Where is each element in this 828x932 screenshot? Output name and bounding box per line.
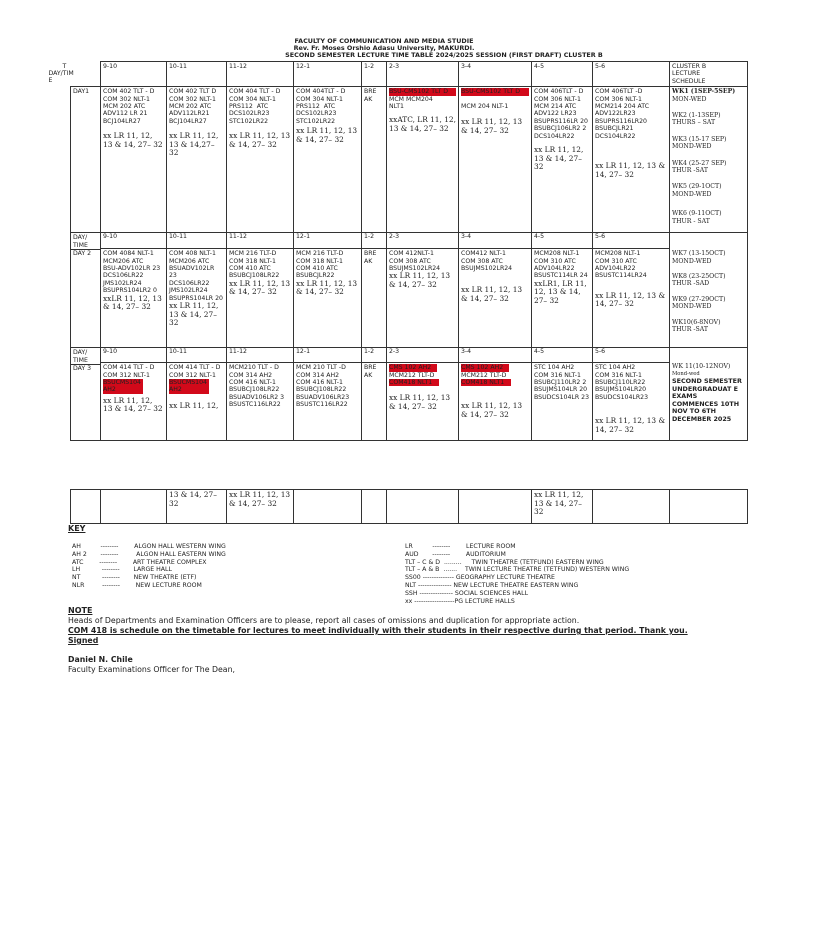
week-days: THUR -SAT: [672, 326, 708, 334]
course-list: COM 404 TLT - D COM 304 NLT-1 PRS112 ATC DCS102LR23 STC102LR22: [229, 88, 281, 125]
time-slot: 1-2: [362, 62, 387, 87]
lecture-rooms: xx LR 11, 12, 13 & 14, 27– 32: [595, 290, 666, 309]
time-slot: 12-1: [294, 348, 361, 363]
faculty-title: FACULTY OF COMMUNICATION AND MEDIA STUDIE: [294, 37, 474, 45]
empty-cell: [294, 490, 362, 524]
slot-cell: [227, 87, 294, 233]
week-schedule: [670, 87, 748, 233]
corner-daytime: DAY/TIME: [48, 69, 74, 85]
slot-cell: [227, 233, 294, 348]
week-days: MOND-WED: [672, 257, 712, 265]
course-list: MCM MCM204 NLT1: [389, 95, 433, 111]
slot-cell: [167, 233, 227, 348]
lecture-rooms: xx LR 11, 12, 13 & 14, 27– 32: [229, 278, 291, 297]
empty-cell: [459, 490, 532, 524]
slot-cell: [459, 233, 532, 348]
slot-cell: [532, 233, 593, 348]
slot-cell: [294, 233, 362, 348]
slot-cell: [532, 490, 593, 524]
lecture-rooms: xx LR 11, 12, 13 & 14, 27– 32: [389, 393, 451, 412]
empty-cell: [362, 490, 387, 524]
time-slot: 3-4: [459, 233, 531, 249]
slot-cell: [227, 348, 294, 441]
time-slot: 2-3: [387, 62, 459, 87]
lecture-rooms: xx LR 11, 12, 13 & 14, 27– 32: [103, 395, 163, 414]
week-item: WK10(6-8NOV): [672, 318, 721, 326]
lecture-rooms: xx LR 11, 12, 13 & 14, 27– 32: [229, 131, 291, 149]
note-line: Heads of Departments and Examination Officers are to please, report all cases of omissions and duplication for appropriate action.: [68, 616, 580, 625]
highlighted-course: BSU-CMS102 TLT D: [389, 88, 456, 95]
lecture-rooms: xx LR 11, 12, 13 & 14, 27– 32: [229, 490, 291, 508]
key-title: KEY: [68, 524, 86, 533]
lecture-rooms: xx LR 11, 12, 13 & 14, 27– 32: [461, 117, 523, 135]
slot-cell: [459, 348, 532, 441]
highlighted-course: BSUCMS104 AH2: [169, 379, 207, 394]
day-label: DAY 2: [71, 249, 100, 257]
empty-cell: [71, 490, 101, 524]
course-list: MCM212 TLT-D: [389, 371, 435, 379]
time-slot: 3-4: [459, 62, 532, 87]
highlighted-course: BSUCMS104 AH2: [103, 379, 141, 394]
signed-label: Signed: [68, 636, 99, 645]
empty-cell: [101, 490, 167, 524]
course-list: MCM 216 TLT-D COM 318 NLT-1 COM 410 ATC BSUBCJ108LR22: [229, 250, 280, 280]
break-cell: [362, 348, 387, 441]
highlighted-course: CMS 102 AH2: [461, 364, 509, 371]
course-list: STC 104 AH2 COM 316 NLT-1 BSUBCJ110LR2 2 BSUJMS104LR 20 BSUDCS104LR 23: [534, 364, 590, 401]
course-list: COM 406TLT - D COM 306 NLT-1 MCM 214 ATC ADV122 LR23 BSUPRS116LR 20 BSUBCJ106LR2 2 DCS104LR22: [534, 88, 588, 140]
week-schedule: [670, 348, 748, 441]
week-days: MON-WED: [672, 95, 707, 103]
lecture-rooms: xx LR 11, 12, 13 & 14, 27– 32: [296, 126, 358, 144]
time-slot: 4-5: [532, 348, 592, 363]
week-days: MOND-WED: [672, 303, 712, 311]
slot-cell: [593, 348, 670, 441]
course-list: COM 406TLT -D COM 306 NLT-1 MCM214 204 ATC ADV122LR23 BSUPRS116LR20 BSUBCJLR21 DCS104LR22: [595, 88, 650, 140]
slot-cell: [227, 490, 294, 524]
week-item: WK1 (1SEP-5SEP): [672, 88, 736, 96]
day1-row: [71, 87, 748, 233]
lecture-rooms: 13 & 14, 27– 32: [169, 490, 217, 508]
time-slot: 2-3: [387, 233, 458, 249]
slot-cell: [387, 348, 459, 441]
week-item: WK6 (9-11OCT): [672, 210, 722, 218]
day2-row: [71, 233, 748, 348]
slot-cell: [167, 348, 227, 441]
break-label: BRE AK: [364, 364, 377, 379]
day-time-label: DAY/ TIME: [73, 349, 88, 364]
course-list: MCM210 TLT - D COM 314 AH2 COM 416 NLT-1 BSUBCJ108LR22 BSUADV106LR2 3 BSUSTC116LR22: [229, 364, 285, 409]
course-list: COM 414 TLT - D COM 312 NLT-1: [169, 364, 221, 379]
time-slot: 4-5: [532, 62, 593, 87]
timetable-title: SECOND SEMESTER LECTURE TIME TABLE 2024/2025 SESSION (FIRST DRAFT) CLUSTER B: [285, 51, 603, 59]
slot-cell: [593, 233, 670, 348]
course-list: COM 402 TLT D COM 302 NLT-1 MCM 202 ATC ADV112LR21 BCJ104LR27: [169, 88, 217, 125]
empty-cell: [387, 490, 459, 524]
slot-cell: [387, 87, 459, 233]
course-list: COM 414 TLT - D COM 312 NLT-1: [103, 364, 155, 379]
time-slot: 1-2: [362, 348, 386, 363]
day3-row: [71, 348, 748, 441]
signatory-name: Daniel N. Chile: [68, 655, 133, 664]
week-days: THURS – SAT: [672, 119, 716, 127]
course-list: MCM208 NLT-1 COM 310 ATC ADV104LR22 BSUSTC114LR 24: [534, 250, 588, 280]
slot-cell: [532, 87, 593, 233]
corner-t: T: [62, 62, 67, 70]
highlighted-course: BSU-CMS102 TLT D: [461, 88, 529, 95]
week-days: THUR -SAD: [672, 280, 710, 288]
break-cell: [362, 233, 387, 348]
lecture-rooms: xxLR 11, 12, 13 & 14, 27– 32: [103, 293, 162, 312]
lecture-rooms: xx LR 11, 12,: [169, 400, 219, 410]
day-label: DAY 3: [71, 364, 100, 372]
course-list: COM 402 TLT - D COM 302 NLT-1 MCM 202 ATC ADV112 LR 21 BCJ104LR27: [103, 88, 155, 125]
note-line-bold: COM 418 is schedule on the timetable for lectures to meet individually with their students in their respective during that period. Thank you.: [68, 626, 688, 635]
week-item: WK5 (29-1OCT): [672, 183, 722, 191]
key-right: LR -------- LECTURE ROOM AUD -------- AUDITORIUM TLT – C & D ......... TWIN THEATRE (TETFUND) EASTERN WING TLT – A & B ....... TWIN LECTURE THEATRE (TETFUND) WESTERN WING SS00 -------------- GEOGRAPHY LECTURE THEATRE NLT --------------- NEW LECTURE THEATRE EASTERN WING SSH --------------- SOCIAL SCIENCES HALL xx ------------------PG LECTURE HALLS: [405, 543, 630, 605]
time-slot: 10-11: [167, 233, 226, 249]
time-slot: 3-4: [459, 348, 531, 363]
week-item: WK4 (25-27 SEP): [672, 159, 727, 167]
time-slot: 10-11: [167, 62, 227, 87]
lecture-rooms: xx LR 11, 12, 13 & 14, 27– 32: [103, 131, 163, 149]
day-label-cell: [71, 233, 101, 348]
continuation-row: [71, 490, 748, 524]
day-label-cell: [71, 348, 101, 441]
break-cell: BRE AK: [362, 87, 387, 233]
empty-cell: [593, 490, 670, 524]
timetable-continuation: [70, 489, 748, 524]
time-slot: 12-1: [294, 62, 362, 87]
lecture-rooms: xx LR 11, 12, 13 & 14, 27– 32: [595, 161, 666, 179]
time-slot: 11-12: [227, 348, 293, 363]
time-slot: 9-10: [101, 62, 167, 87]
time-header-row: [71, 62, 748, 87]
slot-cell: [387, 233, 459, 348]
week-item: WK2 (1-13SEP): [672, 112, 721, 120]
course-list: COM 412NLT-1 COM 308 ATC BSUJMS102LR24: [389, 250, 441, 273]
empty-cell: [670, 490, 748, 524]
highlighted-course: COM418 NLT1: [389, 379, 439, 386]
lecture-rooms: xx LR 11, 12, 13 & 14, 27– 32: [296, 278, 358, 297]
time-slot: 11-12: [227, 62, 294, 87]
week-days: MOND-WED: [672, 190, 712, 198]
week-item: WK7 (13-15OCT): [672, 250, 726, 258]
exam-notice: SECOND SEMESTER UNDERGRADUAT E EXAMS COMMENCES 10TH NOV TO 6TH DECEMBER 2025: [672, 377, 742, 423]
note-title: NOTE: [68, 606, 93, 615]
time-slot: 5-6: [593, 348, 669, 363]
time-slot: 10-11: [167, 348, 226, 363]
highlighted-course: CMS 102 AH2: [389, 364, 437, 371]
slot-cell: [532, 348, 593, 441]
slot-cell: [294, 348, 362, 441]
lecture-rooms: xx LR 11, 12, 13 & 14,27– 32: [169, 131, 219, 158]
break-label: BRE AK: [364, 250, 377, 265]
course-list: COM 404TLT - D COM 304 NLT-1 PRS112 ATC DCS102LR23 STC102LR22: [296, 88, 346, 125]
timetable: [48, 61, 748, 441]
lecture-rooms: xx LR 11, 12, 13 & 14, 27– 32: [461, 285, 523, 304]
time-slot: 4-5: [532, 233, 592, 249]
lecture-rooms: xx LR 11, 12, 13 & 14, 27– 32: [389, 271, 451, 290]
day-time-label: DAY/ TIME: [73, 234, 88, 249]
time-slot: 12-1: [294, 233, 361, 249]
time-slot: 9-10: [101, 233, 166, 249]
week-item: WK8 (23-25OCT): [672, 273, 726, 281]
course-list: MCM 204 NLT-1: [461, 102, 509, 110]
lecture-rooms: xx LR 11, 12, 13 & 14, 27– 32: [534, 145, 584, 172]
lecture-rooms: xxLR1, LR 11, 12, 13 & 14, 27– 32: [534, 278, 587, 306]
signatory-role: Faculty Examinations Officer for The Dean,: [68, 665, 235, 674]
slot-cell: [101, 348, 167, 441]
key-left: AH -------- ALGON HALL WESTERN WING AH 2 -------- ALGON HALL EASTERN WING ATC -------- ART THEATRE COMPLEX LH -------- LARGE HALL NT -------- NEW THEATRE (ETF) NLR -------- NEW LECTURE ROOM: [72, 543, 226, 589]
slot-cell: [593, 87, 670, 233]
course-list: COM 408 NLT-1 MCM206 ATC BSUADV102LR 23 DCS106LR22 JMS102LR24 BSUPRS104LR 20: [169, 250, 223, 302]
university-title: Rev. Fr. Moses Orshio Adasu University, MAKURDI.: [293, 44, 475, 52]
lecture-rooms: xxATC, LR 11, 12, 13 & 14, 27– 32: [389, 115, 456, 134]
lecture-rooms: xx LR 11, 12, 13 & 14, 27– 32: [595, 416, 666, 434]
course-list: MCM208 NLT-1 COM 310 ATC ADV104LR22 BSUSTC114LR24: [595, 250, 647, 280]
time-slot: 1-2: [362, 233, 386, 249]
week-item: WK3 (15-17 SEP): [672, 135, 727, 143]
highlighted-course: COM418 NLT1: [461, 379, 511, 386]
week-item: WK9 (27-29OCT): [672, 295, 726, 303]
time-slot: 11-12: [227, 233, 293, 249]
week-schedule: [670, 233, 748, 348]
lecture-rooms: xx LR 11, 12, 13 & 14, 27– 32: [461, 401, 523, 420]
course-list: STC 104 AH2 COM 316 NLT-1 BSUBCJ110LR22 BSUJMS104LR20 BSUDCS104LR23: [595, 364, 649, 401]
slot-cell: [294, 87, 362, 233]
time-slot: 9-10: [101, 348, 166, 363]
course-list: MCM212 TLT-D: [461, 371, 507, 379]
time-slot: 2-3: [387, 348, 458, 363]
time-slot: 5-6: [593, 233, 669, 249]
lecture-rooms: xx LR 11, 12, 13 & 14, 27– 32: [169, 301, 219, 328]
slot-cell: [167, 87, 227, 233]
day-label: DAY1: [71, 87, 101, 233]
week-days: THUR - SAT: [672, 217, 710, 225]
schedule-header: CLUSTER B LECTURE SCHEDULE: [670, 62, 748, 87]
slot-cell: [101, 87, 167, 233]
week-days: Mond-wed: [672, 370, 700, 377]
slot-cell: [167, 490, 227, 524]
course-list: MCM 210 TLT -D COM 314 AH2 COM 416 NLT-1 BSUBCJ108LR22 BSUADV106LR23 BSUSTC116LR22: [296, 364, 350, 409]
course-list: COM412 NLT-1 COM 308 ATC BSUJMS102LR24: [461, 250, 513, 273]
course-list: COM 4084 NLT-1 MCM206 ATC BSU-ADV102LR 23 DCS106LR22 JMS102LR24 BSUPRS104LR2 0: [103, 250, 161, 295]
week-days: MOND-WED: [672, 143, 712, 151]
slot-cell: [101, 233, 167, 348]
week-days: THUR -SAT: [672, 167, 708, 175]
lecture-rooms: xx LR 11, 12, 13 & 14, 27– 32: [534, 490, 584, 517]
time-slot: 5-6: [593, 62, 670, 87]
week-item: WK 11(10-12NOV): [672, 363, 731, 371]
course-list: MCM 216 TLT-D COM 318 NLT-1 COM 410 ATC BSUBCJLR22: [296, 250, 344, 280]
corner-cell: [48, 62, 101, 87]
slot-cell: [459, 87, 532, 233]
